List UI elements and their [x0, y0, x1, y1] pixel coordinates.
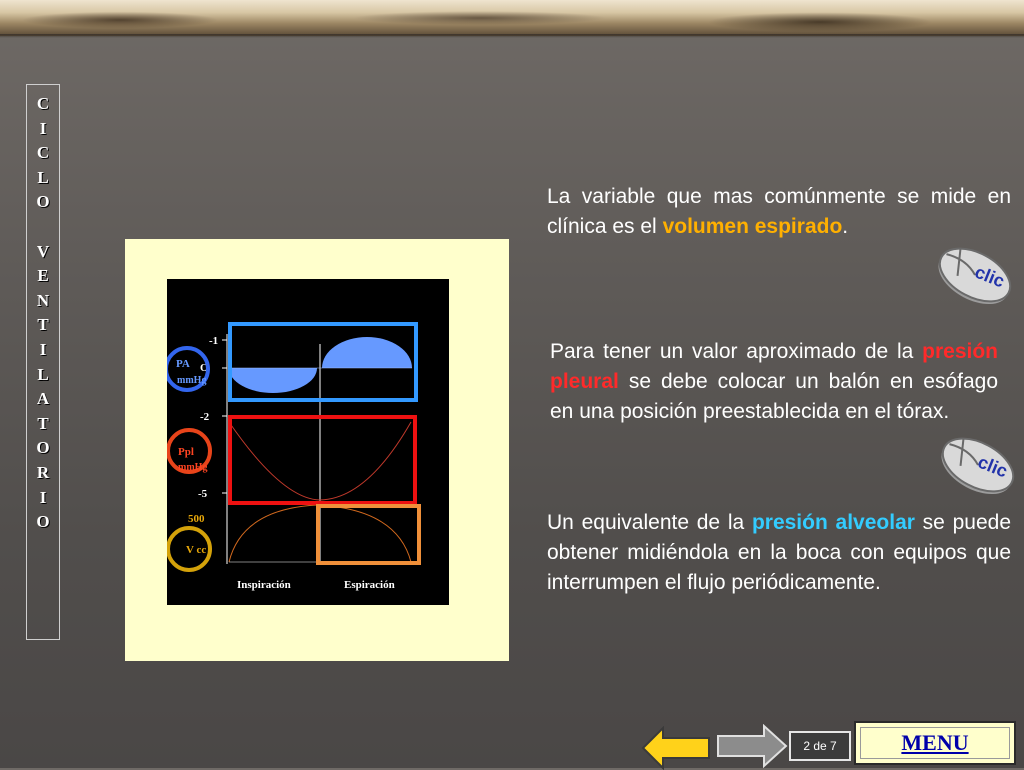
menu-button[interactable]	[854, 721, 1016, 765]
ppl-unit: mmHg	[178, 462, 208, 473]
paragraph-text: La variable que mas comúnmente se mide en clínica es el	[547, 185, 1011, 238]
ventilation-diagram-svg	[167, 279, 449, 605]
side-title-letter: T	[37, 413, 49, 433]
highlight-volumen-espirado: volumen espirado	[662, 215, 843, 238]
side-title	[26, 92, 60, 535]
x-label-inspiracion: Inspiración	[237, 579, 291, 591]
ppl-label: Ppl	[178, 446, 194, 458]
side-title-letter: E	[37, 266, 49, 286]
side-title-letter: O	[36, 438, 50, 458]
highlight-presion-pleural: presión pleural	[550, 340, 998, 393]
side-title-letter: T	[37, 315, 49, 335]
page-indicator: 2 de 7	[789, 731, 851, 761]
side-title-letter: O	[36, 512, 50, 532]
paragraph-presion-alveolar	[547, 508, 1011, 598]
ventilation-diagram	[167, 279, 449, 605]
side-title-letter: A	[36, 389, 50, 409]
volume-label: V cc	[186, 544, 207, 556]
pa-label: PA	[176, 358, 190, 370]
paragraph-presion-pleural	[550, 337, 998, 427]
mouse-click-icon[interactable]	[930, 240, 1020, 310]
back-arrow-button[interactable]	[641, 726, 711, 770]
y-tick-label: -5	[198, 488, 208, 500]
paragraph-volumen	[547, 182, 1011, 242]
mouse-click-label: clic	[972, 261, 1008, 292]
header-banner	[0, 0, 1024, 36]
paragraph-text: se debe colocar un balón en esófago en una posición preestablecida en el tórax.	[550, 370, 998, 423]
y-tick-label: O	[200, 362, 209, 374]
mouse-click-icon[interactable]	[933, 430, 1023, 500]
pa-unit: mmHg	[177, 375, 207, 386]
side-title-letter: V	[36, 241, 50, 261]
mouse-click-label: clic	[975, 451, 1011, 482]
side-title-letter: I	[39, 487, 47, 507]
side-title-letter: N	[36, 290, 50, 310]
y-tick-label: -1	[209, 335, 219, 347]
paragraph-text: Para tener un valor aproximado de la	[550, 340, 923, 363]
side-title-spacer	[26, 215, 60, 240]
side-title-letter: L	[37, 167, 49, 187]
header-banner-shadow	[0, 34, 1024, 38]
volume-highlight-box	[318, 506, 419, 563]
next-arrow-button[interactable]	[716, 724, 788, 768]
paragraph-text: .	[842, 215, 849, 238]
side-title-letter: O	[36, 192, 50, 212]
pa-inspiration-curve	[229, 368, 317, 393]
highlight-presion-alveolar: presión alveolar	[751, 511, 915, 534]
volume-max-label: 500	[188, 513, 205, 525]
side-title-letter: R	[36, 462, 50, 482]
x-label-espiracion: Espiración	[344, 579, 395, 591]
menu-button-label[interactable]: MENU	[860, 727, 1010, 759]
pa-expiration-curve	[322, 337, 412, 368]
paragraph-text: Un equivalente de la	[547, 511, 752, 534]
side-title-letter: C	[36, 143, 50, 163]
y-tick-label: -2	[200, 411, 210, 423]
side-title-letter: C	[36, 94, 50, 113]
side-title-letter: I	[39, 339, 47, 359]
side-title-letter: I	[39, 118, 47, 138]
side-title-letter: L	[37, 364, 49, 384]
paragraph-text: se puede obtener midiéndola en la boca con equipos que interrumpen el flujo periódicamente.	[547, 511, 1011, 594]
